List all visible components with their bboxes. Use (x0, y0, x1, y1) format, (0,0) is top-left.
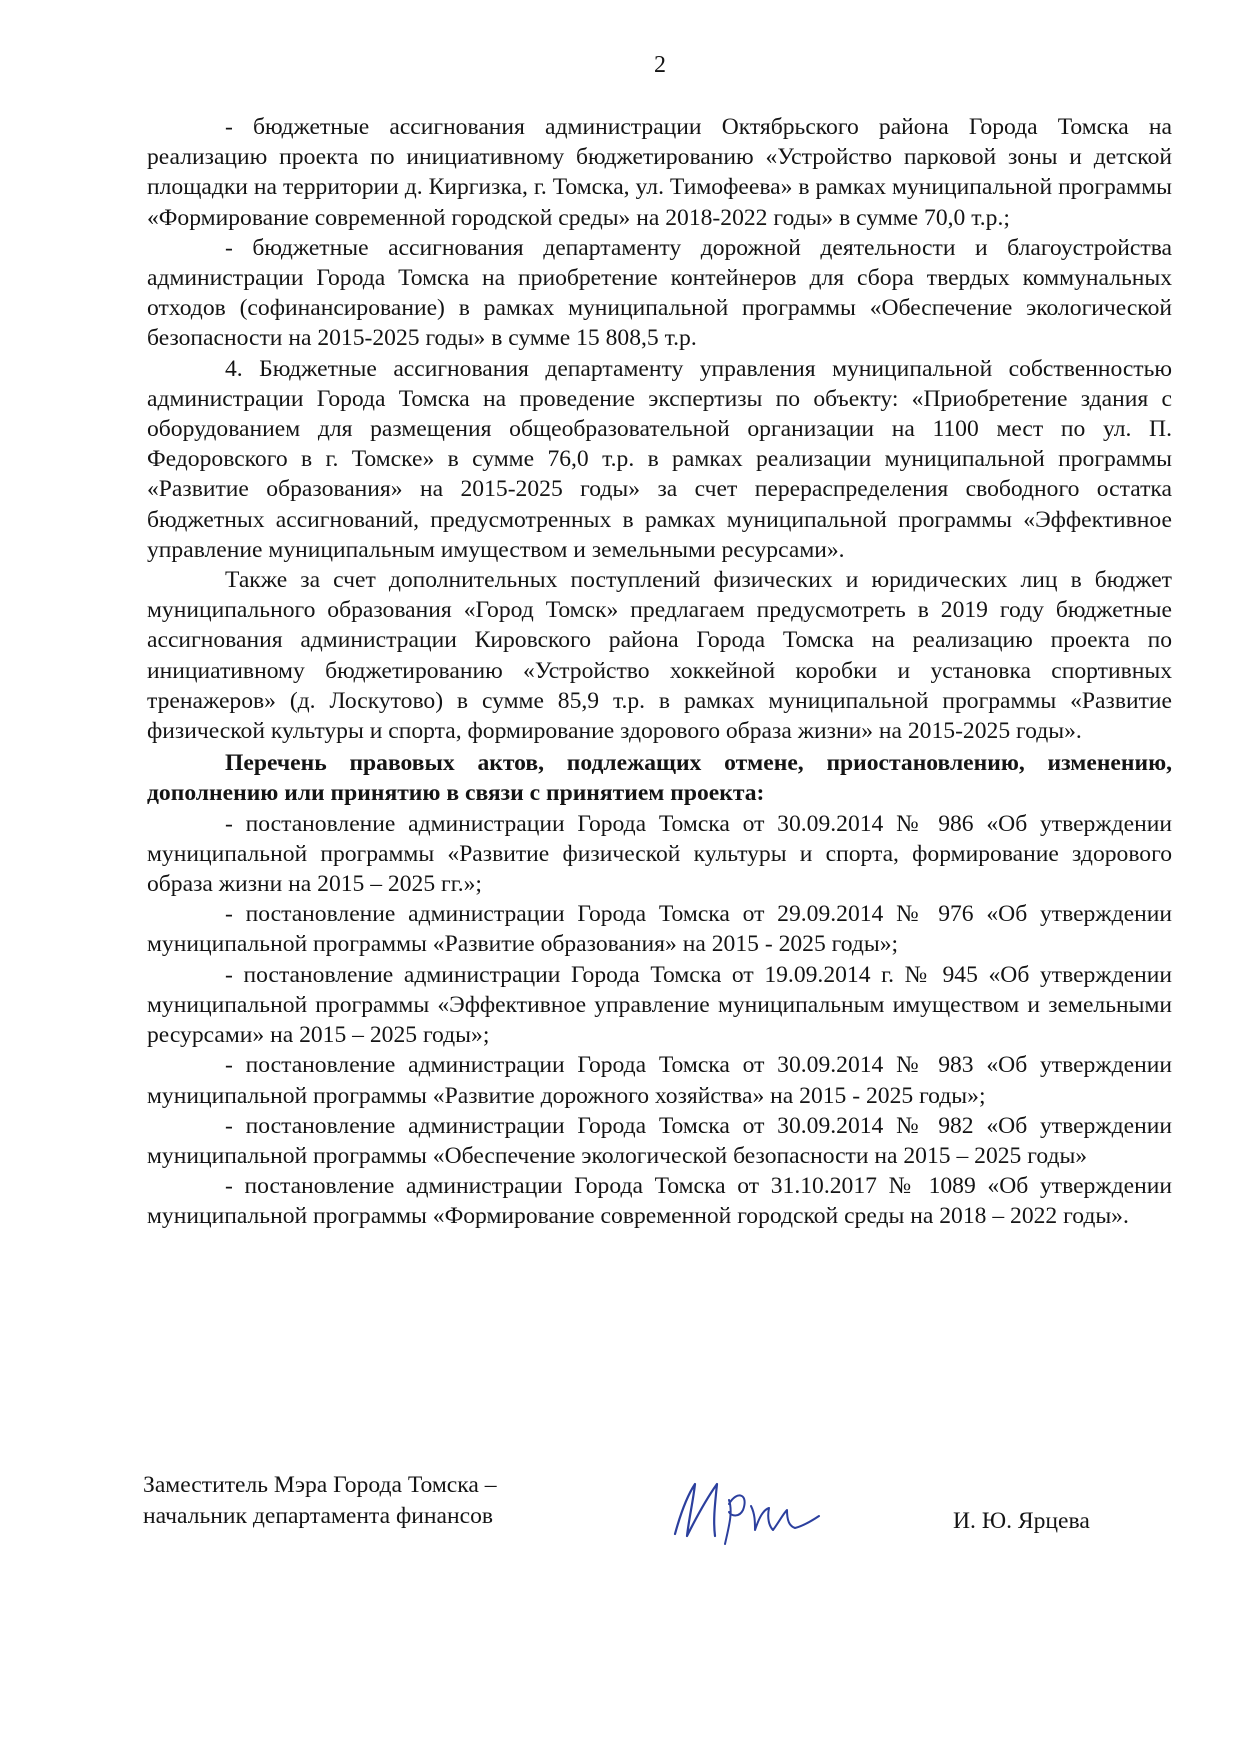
legal-act-item: - постановление администрации Города Томска от 31.10.2017 № 1089 «Об утверждении муниципальной программы «Формирование современной городской среды на 2018 – 2022 годы». (147, 1173, 1172, 1230)
document-body (147, 112, 1172, 1232)
legal-acts-heading: Перечень правовых актов, подлежащих отмене, приостановлению, изменению, дополнению или принятию в связи с принятием проекта: (147, 750, 1172, 807)
legal-act-item: - постановление администрации Города Томска от 19.09.2014 г. № 945 «Об утверждении муниципальной программы «Эффективное управление муниципальным имуществом и земельными ресурсами» на 2015 – 2025 годы»; (147, 961, 1172, 1049)
legal-act-item: - постановление администрации Города Томска от 30.09.2014 № 983 «Об утверждении муниципальной программы «Развитие дорожного хозяйства» на 2015 - 2025 годы»; (147, 1052, 1172, 1109)
page-number: 2 (654, 52, 666, 78)
legal-act-item: - постановление администрации Города Томска от 30.09.2014 № 982 «Об утверждении муниципальной программы «Обеспечение экологической безопасности на 2015 – 2025 годы» (147, 1112, 1172, 1169)
signatory-title-line2: начальник департамента финансов (143, 1503, 494, 1529)
paragraph-budget-containers: - бюджетные ассигнования департаменту дорожной деятельности и благоустройства администрации Города Томска на приобретение контейнеров для сбора твердых коммунальных отходов (софинансирование) в рамках муниципальной программы «Обеспечение экологической безопасности на 2015-2025 годы» в сумме 15 808,5 т.р. (147, 234, 1172, 352)
legal-act-item: - постановление администрации Города Томска от 29.09.2014 № 976 «Об утверждении муниципальной программы «Развитие образования» на 2015 - 2025 годы»; (147, 901, 1172, 958)
paragraph-budget-oktyabrsky: - бюджетные ассигнования администрации Октябрьского района Города Томска на реализацию проекта по инициативному бюджетированию «Устройство парковой зоны и детской площадки на территории д. Киргизка, г. Томска, ул. Тимофеева» в рамках муниципальной программы «Формирование современной городской среды» на 2018-2022 годы» в сумме 70,0 т.р.; (147, 114, 1172, 231)
handwritten-signature (663, 1460, 823, 1550)
signatory-title-line1: Заместитель Мэра Города Томска – (143, 1472, 497, 1498)
legal-act-item: - постановление администрации Города Томска от 30.09.2014 № 986 «Об утверждении муниципальной программы «Развитие физической культуры и спорта, формирование здорового образа жизни на 2015 – 2025 гг.»; (147, 810, 1172, 898)
signatory-title (143, 1470, 497, 1532)
paragraph-budget-expertise: 4. Бюджетные ассигнования департаменту управления муниципальной собственностью администрации Города Томска на проведение экспертизы по объекту: «Приобретение здания с оборудованием для размещения общеобразовательной организации на 1100 мест по ул. П. Федоровского в г. Томске» в сумме 76,0 т.р. в рамках реализации муниципальной программы «Развитие образования» на 2015-2025 годы» за счет перераспределения свободного остатка бюджетных ассигнований, предусмотренных в рамках муниципальной программы «Эффективное управление муниципальным имуществом и земельными ресурсами». (147, 355, 1172, 563)
signatory-name: И. Ю. Ярцева (953, 1508, 1090, 1534)
paragraph-budget-kirovsky: Также за счет дополнительных поступлений физических и юридических лиц в бюджет муниципального образования «Город Томск» предлагаем предусмотреть в 2019 году бюджетные ассигнования администрации Кировского района Города Томска на реализацию проекта по инициативному бюджетированию «Устройство хоккейной коробки и установка спортивных тренажеров» (д. Лоскутово) в сумме 85,9 т.р. в рамках муниципальной программы «Развитие физической культуры и спорта, формирование здорового образа жизни» на 2015-2025 годы». (147, 567, 1172, 745)
signature-block (143, 1470, 1173, 1550)
